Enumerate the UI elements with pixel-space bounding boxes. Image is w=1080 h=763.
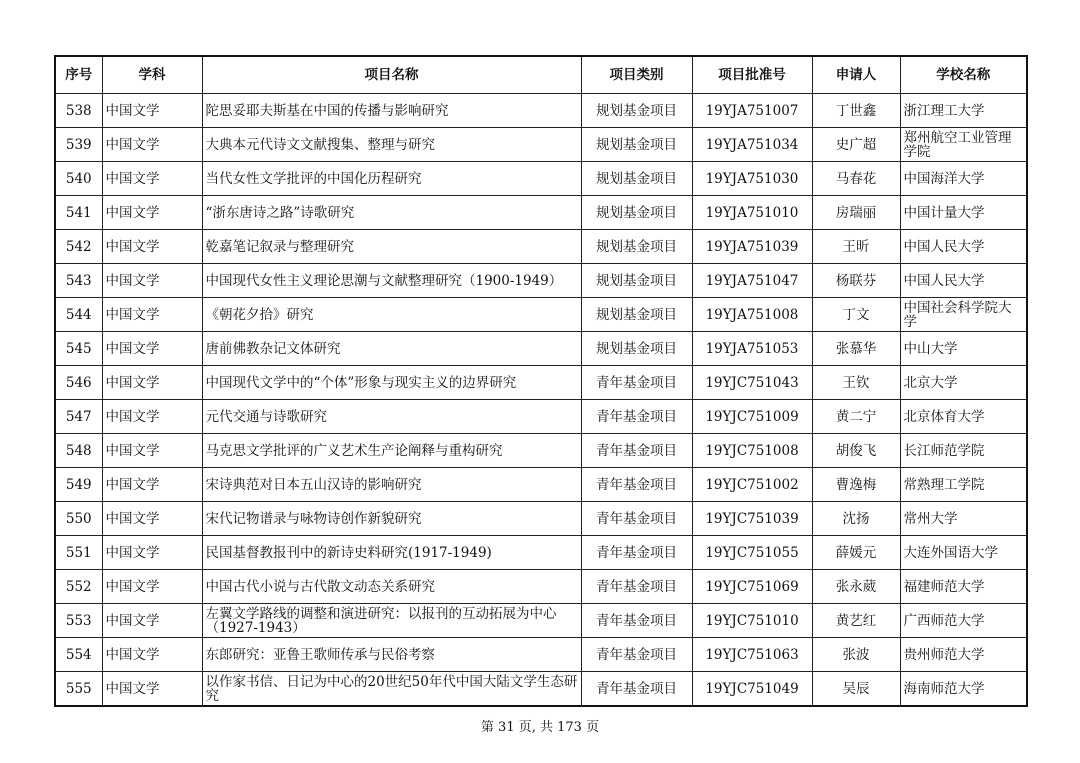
- table-row: [55, 298, 1027, 332]
- cell-project: 乾嘉笔记叙录与整理研究: [202, 230, 581, 264]
- cell-school: 中山大学: [900, 332, 1027, 366]
- cell-approval: 19YJC751039: [692, 502, 812, 536]
- cell-applicant: 张永葳: [812, 570, 900, 604]
- cell-school: 中国人民大学: [900, 264, 1027, 298]
- cell-project: 大典本元代诗文文献搜集、整理与研究: [202, 128, 581, 162]
- cell-type: 规划基金项目: [581, 162, 692, 196]
- cell-type: 规划基金项目: [581, 264, 692, 298]
- page-footer: 第 31 页, 共 173 页: [480, 720, 600, 735]
- cell-project: 元代交通与诗歌研究: [202, 400, 581, 434]
- cell-type: 青年基金项目: [581, 536, 692, 570]
- cell-subject: 中国文学: [102, 536, 202, 570]
- table-body: [55, 94, 1027, 707]
- cell-type: 青年基金项目: [581, 570, 692, 604]
- cell-project: 左翼文学路线的调整和演进研究：以报刊的互动拓展为中心（1927-1943）: [202, 604, 581, 638]
- table-row: [55, 536, 1027, 570]
- cell-applicant: 丁文: [812, 298, 900, 332]
- cell-no: 550: [55, 502, 102, 536]
- cell-applicant: 曹逸梅: [812, 468, 900, 502]
- table-row: [55, 638, 1027, 672]
- cell-applicant: 张波: [812, 638, 900, 672]
- cell-subject: 中国文学: [102, 638, 202, 672]
- header-school: 学校名称: [900, 56, 1027, 94]
- cell-approval: 19YJC751009: [692, 400, 812, 434]
- header-applicant: 申请人: [812, 56, 900, 94]
- cell-approval: 19YJC751055: [692, 536, 812, 570]
- cell-no: 543: [55, 264, 102, 298]
- cell-project: 马克思文学批评的广义艺术生产论阐释与重构研究: [202, 434, 581, 468]
- cell-no: 549: [55, 468, 102, 502]
- cell-no: 538: [55, 94, 102, 128]
- cell-approval: 19YJC751063: [692, 638, 812, 672]
- cell-school: 浙江理工大学: [900, 94, 1027, 128]
- cell-school: 中国计量大学: [900, 196, 1027, 230]
- cell-no: 542: [55, 230, 102, 264]
- cell-type: 青年基金项目: [581, 638, 692, 672]
- cell-approval: 19YJA751047: [692, 264, 812, 298]
- cell-approval: 19YJC751008: [692, 434, 812, 468]
- cell-applicant: 房瑞丽: [812, 196, 900, 230]
- table-row: [55, 468, 1027, 502]
- cell-school: 长江师范学院: [900, 434, 1027, 468]
- table-row: [55, 264, 1027, 298]
- cell-school: 中国海洋大学: [900, 162, 1027, 196]
- cell-subject: 中国文学: [102, 502, 202, 536]
- cell-approval: 19YJC751069: [692, 570, 812, 604]
- cell-no: 540: [55, 162, 102, 196]
- cell-school: 广西师范大学: [900, 604, 1027, 638]
- cell-project: 宋代记物谱录与咏物诗创作新貌研究: [202, 502, 581, 536]
- cell-project: 陀思妥耶夫斯基在中国的传播与影响研究: [202, 94, 581, 128]
- table-row: [55, 570, 1027, 604]
- cell-subject: 中国文学: [102, 94, 202, 128]
- cell-type: 青年基金项目: [581, 366, 692, 400]
- cell-project: 民国基督教报刊中的新诗史料研究(1917-1949): [202, 536, 581, 570]
- table-row: [55, 400, 1027, 434]
- table-row: [55, 128, 1027, 162]
- cell-applicant: 沈扬: [812, 502, 900, 536]
- cell-subject: 中国文学: [102, 672, 202, 707]
- cell-no: 548: [55, 434, 102, 468]
- cell-school: 福建师范大学: [900, 570, 1027, 604]
- cell-project: 东郎研究：亚鲁王歌师传承与民俗考察: [202, 638, 581, 672]
- cell-applicant: 张慕华: [812, 332, 900, 366]
- cell-school: 郑州航空工业管理学院: [900, 128, 1027, 162]
- cell-applicant: 吴辰: [812, 672, 900, 707]
- cell-school: 中国社会科学院大学: [900, 298, 1027, 332]
- project-table: [54, 55, 1028, 707]
- header-type: 项目类别: [581, 56, 692, 94]
- cell-school: 常州大学: [900, 502, 1027, 536]
- cell-no: 539: [55, 128, 102, 162]
- cell-applicant: 杨联芬: [812, 264, 900, 298]
- cell-applicant: 马春花: [812, 162, 900, 196]
- cell-subject: 中国文学: [102, 128, 202, 162]
- table-row: [55, 434, 1027, 468]
- cell-project: 当代女性文学批评的中国化历程研究: [202, 162, 581, 196]
- cell-subject: 中国文学: [102, 162, 202, 196]
- cell-school: 中国人民大学: [900, 230, 1027, 264]
- cell-project: 中国古代小说与古代散文动态关系研究: [202, 570, 581, 604]
- cell-approval: 19YJA751008: [692, 298, 812, 332]
- cell-subject: 中国文学: [102, 366, 202, 400]
- cell-subject: 中国文学: [102, 230, 202, 264]
- cell-type: 规划基金项目: [581, 332, 692, 366]
- table-row: [55, 94, 1027, 128]
- cell-type: 规划基金项目: [581, 94, 692, 128]
- table-row: [55, 230, 1027, 264]
- cell-subject: 中国文学: [102, 196, 202, 230]
- cell-type: 规划基金项目: [581, 298, 692, 332]
- cell-no: 554: [55, 638, 102, 672]
- cell-no: 555: [55, 672, 102, 707]
- cell-subject: 中国文学: [102, 570, 202, 604]
- cell-no: 551: [55, 536, 102, 570]
- table-row: [55, 196, 1027, 230]
- cell-school: 北京大学: [900, 366, 1027, 400]
- cell-type: 青年基金项目: [581, 502, 692, 536]
- table-row: [55, 332, 1027, 366]
- cell-project: 《朝花夕拾》研究: [202, 298, 581, 332]
- cell-no: 545: [55, 332, 102, 366]
- cell-type: 青年基金项目: [581, 400, 692, 434]
- cell-type: 规划基金项目: [581, 230, 692, 264]
- cell-no: 541: [55, 196, 102, 230]
- table-row: [55, 502, 1027, 536]
- cell-project: 中国现代文学中的“个体”形象与现实主义的边界研究: [202, 366, 581, 400]
- cell-subject: 中国文学: [102, 264, 202, 298]
- cell-approval: 19YJA751034: [692, 128, 812, 162]
- header-no: 序号: [55, 56, 102, 94]
- table-row: [55, 672, 1027, 707]
- header-project: 项目名称: [202, 56, 581, 94]
- cell-no: 546: [55, 366, 102, 400]
- cell-applicant: 王昕: [812, 230, 900, 264]
- cell-applicant: 薛媛元: [812, 536, 900, 570]
- cell-approval: 19YJC751002: [692, 468, 812, 502]
- cell-subject: 中国文学: [102, 400, 202, 434]
- cell-type: 青年基金项目: [581, 672, 692, 707]
- cell-approval: 19YJA751030: [692, 162, 812, 196]
- header-subject: 学科: [102, 56, 202, 94]
- cell-subject: 中国文学: [102, 332, 202, 366]
- cell-no: 552: [55, 570, 102, 604]
- cell-approval: 19YJC751049: [692, 672, 812, 707]
- cell-project: 以作家书信、日记为中心的20世纪50年代中国大陆文学生态研究: [202, 672, 581, 707]
- header-approval: 项目批准号: [692, 56, 812, 94]
- cell-subject: 中国文学: [102, 434, 202, 468]
- cell-approval: 19YJA751010: [692, 196, 812, 230]
- cell-type: 青年基金项目: [581, 434, 692, 468]
- cell-no: 544: [55, 298, 102, 332]
- cell-approval: 19YJA751039: [692, 230, 812, 264]
- cell-applicant: 史广超: [812, 128, 900, 162]
- cell-project: 宋诗典范对日本五山汉诗的影响研究: [202, 468, 581, 502]
- cell-project: 唐前佛教杂记文体研究: [202, 332, 581, 366]
- cell-type: 规划基金项目: [581, 196, 692, 230]
- cell-no: 553: [55, 604, 102, 638]
- cell-applicant: 黄二宁: [812, 400, 900, 434]
- cell-applicant: 胡俊飞: [812, 434, 900, 468]
- cell-project: 中国现代女性主义理论思潮与文献整理研究（1900-1949）: [202, 264, 581, 298]
- cell-subject: 中国文学: [102, 298, 202, 332]
- cell-school: 海南师范大学: [900, 672, 1027, 707]
- table-row: [55, 366, 1027, 400]
- cell-applicant: 黄艺红: [812, 604, 900, 638]
- cell-approval: 19YJA751007: [692, 94, 812, 128]
- table-header-row: [55, 56, 1027, 94]
- cell-type: 规划基金项目: [581, 128, 692, 162]
- cell-approval: 19YJC751043: [692, 366, 812, 400]
- cell-type: 青年基金项目: [581, 604, 692, 638]
- cell-approval: 19YJA751053: [692, 332, 812, 366]
- cell-approval: 19YJC751010: [692, 604, 812, 638]
- cell-type: 青年基金项目: [581, 468, 692, 502]
- cell-no: 547: [55, 400, 102, 434]
- cell-school: 大连外国语大学: [900, 536, 1027, 570]
- cell-school: 北京体育大学: [900, 400, 1027, 434]
- cell-school: 常熟理工学院: [900, 468, 1027, 502]
- cell-subject: 中国文学: [102, 468, 202, 502]
- cell-school: 贵州师范大学: [900, 638, 1027, 672]
- cell-subject: 中国文学: [102, 604, 202, 638]
- table-row: [55, 162, 1027, 196]
- table-row: [55, 604, 1027, 638]
- cell-applicant: 王钦: [812, 366, 900, 400]
- cell-project: “浙东唐诗之路”诗歌研究: [202, 196, 581, 230]
- cell-applicant: 丁世鑫: [812, 94, 900, 128]
